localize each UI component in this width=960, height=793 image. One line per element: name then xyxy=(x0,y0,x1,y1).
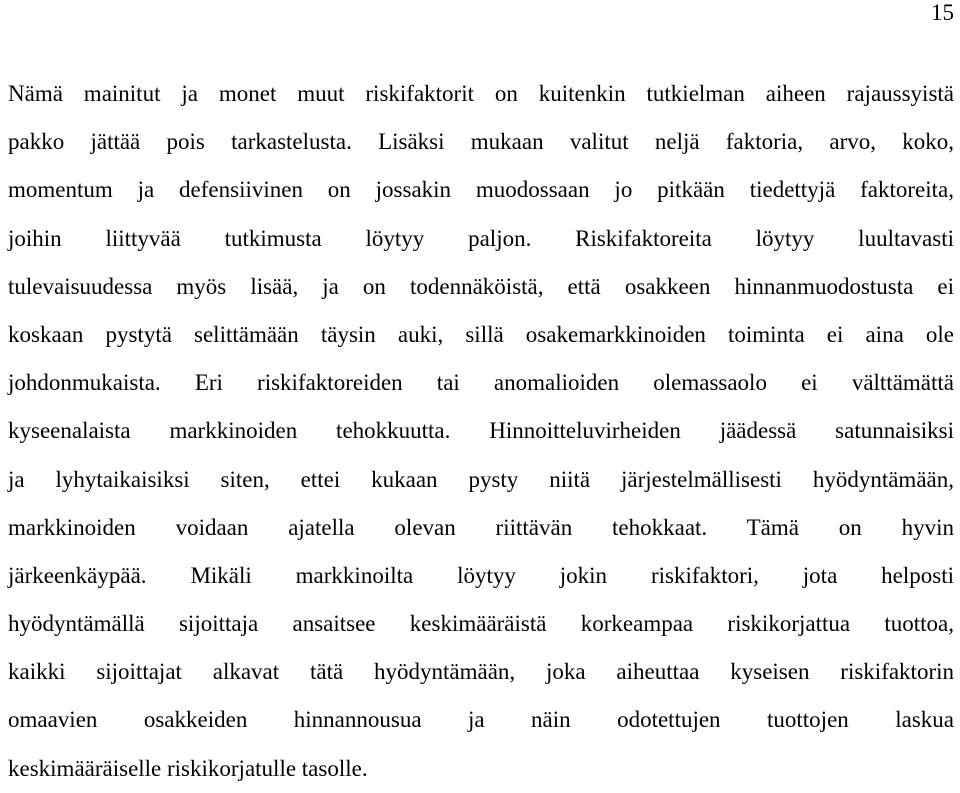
text-line: markkinoiden voidaan ajatella olevan riittävän tehokkaat. Tämä on hyvin xyxy=(8,514,954,540)
body-paragraph xyxy=(8,70,954,793)
text-line: ja lyhytaikaisiksi siten, ettei kukaan pysty niitä järjestelmällisesti hyödyntämään, xyxy=(8,466,954,492)
text-line: keskimääräiselle riskikorjatulle tasolle. xyxy=(8,755,368,781)
text-line: järkeenkäypää. Mikäli markkinoilta löytyy jokin riskifaktori, jota helposti xyxy=(8,562,954,588)
page-number: 15 xyxy=(931,0,954,25)
text-line: momentum ja defensiivinen on jossakin muodossaan jo pitkään tiedettyjä faktoreita, xyxy=(8,177,954,203)
text-line: kaikki sijoittajat alkavat tätä hyödyntämään, joka aiheuttaa kyseisen riskifaktorin xyxy=(8,659,954,685)
text-line: tulevaisuudessa myös lisää, ja on todennäköistä, että osakkeen hinnanmuodostusta ei xyxy=(8,273,954,299)
text-line: pakko jättää pois tarkastelusta. Lisäksi mukaan valitut neljä faktoria, arvo, koko, xyxy=(8,129,954,155)
text-line: omaavien osakkeiden hinnannousua ja näin odotettujen tuottojen laskua xyxy=(8,707,954,733)
text-line: johdonmukaista. Eri riskifaktoreiden tai anomalioiden olemassaolo ei välttämättä xyxy=(8,370,954,396)
text-line: joihin liittyvää tutkimusta löytyy paljon. Riskifaktoreita löytyy luultavasti xyxy=(8,225,954,251)
text-line: koskaan pystytä selittämään täysin auki, sillä osakemarkkinoiden toiminta ei aina ole xyxy=(8,321,954,347)
text-line: kyseenalaista markkinoiden tehokkuutta. Hinnoitteluvirheiden jäädessä satunnaisiksi xyxy=(8,418,954,444)
text-line: hyödyntämällä sijoittaja ansaitsee keskimääräistä korkeampaa riskikorjattua tuottoa, xyxy=(8,611,954,637)
text-line: Nämä mainitut ja monet muut riskifaktorit on kuitenkin tutkielman aiheen rajaussyistä xyxy=(8,81,954,106)
